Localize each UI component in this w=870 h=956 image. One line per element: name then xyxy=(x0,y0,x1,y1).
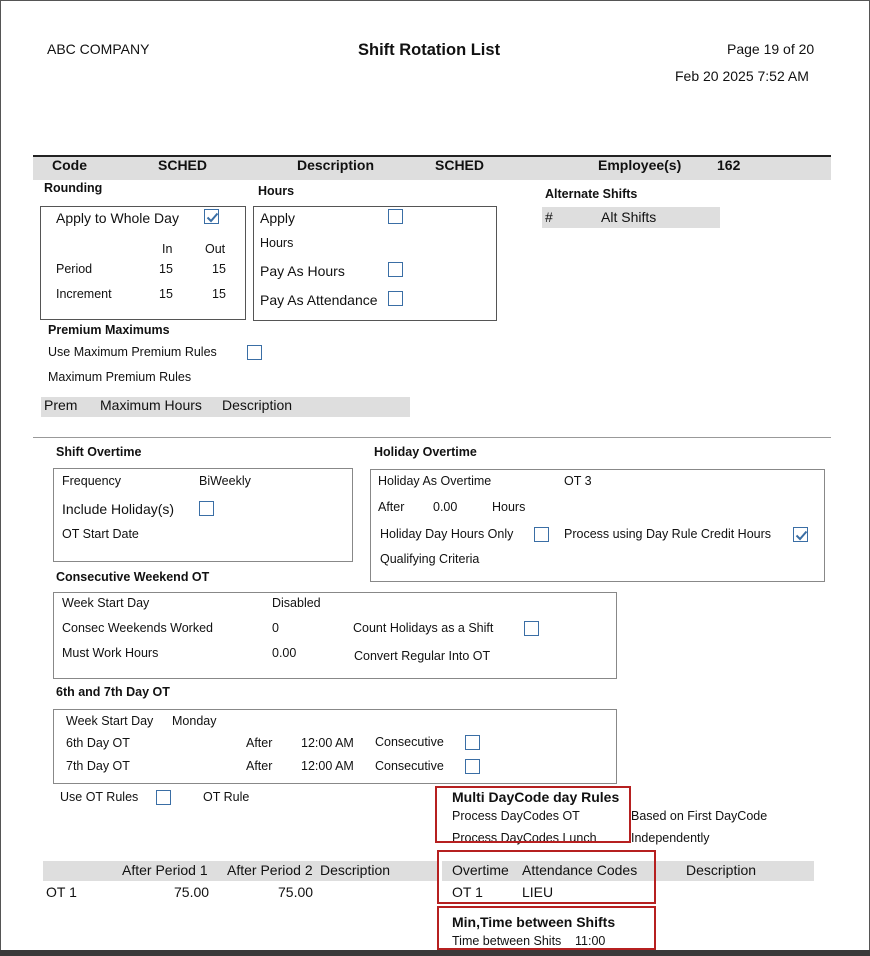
sixth-day-consec-label: Consecutive xyxy=(375,735,444,749)
use-ot-rules-label: Use OT Rules xyxy=(60,790,139,804)
seventh-day-after: After xyxy=(246,759,273,773)
time-between-label: Time between Shits xyxy=(452,934,562,948)
holiday-after-label: After xyxy=(378,500,405,514)
must-work-hours-label: Must Work Hours xyxy=(62,646,159,660)
consec-weekends-worked-label: Consec Weekends Worked xyxy=(62,621,214,635)
time-between-value: 11:00 xyxy=(575,934,606,948)
seventh-day-label: 7th Day OT xyxy=(66,759,130,773)
use-ot-rules-checkbox[interactable] xyxy=(156,790,171,805)
ss-week-start-value: Monday xyxy=(172,714,217,728)
increment-out: 15 xyxy=(212,287,226,301)
code-bar xyxy=(33,157,831,180)
employees-label: Employee(s) xyxy=(598,157,682,173)
convert-regular-label: Convert Regular Into OT xyxy=(354,649,491,663)
multi-daycode-title: Multi DayCode day Rules xyxy=(452,789,620,805)
seventh-day-consec-label: Consecutive xyxy=(375,759,444,773)
attendance-desc-col: Description xyxy=(686,862,757,878)
frequency-value: BiWeekly xyxy=(199,474,251,488)
holiday-hours-label: Hours xyxy=(492,500,526,514)
window-bottom-bar xyxy=(0,950,870,956)
premium-desc-col: Description xyxy=(222,397,293,413)
code-value: SCHED xyxy=(158,157,208,173)
apply-label: Apply xyxy=(260,210,296,226)
apply-checkbox[interactable] xyxy=(388,209,403,224)
sixth-day-after: After xyxy=(246,736,273,750)
apply-whole-day-label: Apply to Whole Day xyxy=(56,210,179,226)
alt-shifts-col: Alt Shifts xyxy=(601,209,657,225)
attendance-codes-col: Attendance Codes xyxy=(522,862,638,878)
process-credit-hours-checkbox[interactable] xyxy=(793,527,808,542)
code-label: Code xyxy=(52,157,87,173)
multi-daycode-highlight xyxy=(435,786,631,843)
qualifying-criteria-label: Qualifying Criteria xyxy=(380,552,480,566)
ss-week-start-label: Week Start Day xyxy=(66,714,154,728)
consec-weekend-title: Consecutive Weekend OT xyxy=(56,570,210,584)
cw-week-start-value: Disabled xyxy=(272,596,321,610)
holiday-as-ot-label: Holiday As Overtime xyxy=(378,474,492,488)
process-daycodes-lunch-label: Process DayCodes Lunch xyxy=(452,831,597,845)
hours-sub-label: Hours xyxy=(260,236,294,250)
ot-desc-col: Description xyxy=(320,862,391,878)
holiday-as-ot-value: OT 3 xyxy=(564,474,592,488)
ot-start-date-label: OT Start Date xyxy=(62,527,139,541)
pay-as-hours-checkbox[interactable] xyxy=(388,262,403,277)
consec-weekends-worked-value: 0 xyxy=(272,621,279,635)
sixth-seventh-title: 6th and 7th Day OT xyxy=(56,685,170,699)
shift-ot-title: Shift Overtime xyxy=(56,445,142,459)
overtime-col: Overtime xyxy=(452,862,509,878)
alt-shifts-num-col: # xyxy=(545,209,553,225)
process-daycodes-ot-label: Process DayCodes OT xyxy=(452,809,580,823)
ot-row-name: OT 1 xyxy=(46,884,77,900)
pay-as-attendance-checkbox[interactable] xyxy=(388,291,403,306)
seventh-day-consec-checkbox[interactable] xyxy=(465,759,480,774)
description-label: Description xyxy=(297,157,375,173)
premium-title: Premium Maximums xyxy=(48,323,170,337)
holiday-day-hours-only-checkbox[interactable] xyxy=(534,527,549,542)
prem-col: Prem xyxy=(44,397,78,413)
process-daycodes-ot-value: Based on First DayCode xyxy=(631,809,768,823)
attendance-row-codes: LIEU xyxy=(522,884,554,900)
in-col-label: In xyxy=(162,242,173,256)
include-holidays-checkbox[interactable] xyxy=(199,501,214,516)
apply-whole-day-checkbox[interactable] xyxy=(204,209,219,224)
holiday-day-hours-only-label: Holiday Day Hours Only xyxy=(380,527,514,541)
sixth-day-time: 12:00 AM xyxy=(301,736,354,750)
increment-in: 15 xyxy=(159,287,173,301)
rounding-title: Rounding xyxy=(44,181,103,195)
period-out: 15 xyxy=(212,262,226,276)
pay-as-attendance-label: Pay As Attendance xyxy=(260,292,378,308)
ot-rule-label: OT Rule xyxy=(203,790,250,804)
process-daycodes-lunch-value: Independently xyxy=(631,831,710,845)
period-in: 15 xyxy=(159,262,173,276)
must-work-hours-value: 0.00 xyxy=(272,646,297,660)
company-name: ABC COMPANY xyxy=(47,41,150,57)
description-value: SCHED xyxy=(435,157,485,173)
ot-row-p1: 75.00 xyxy=(174,884,210,900)
section-divider xyxy=(33,437,831,438)
seventh-day-time: 12:00 AM xyxy=(301,759,354,773)
attendance-row-overtime: OT 1 xyxy=(452,884,483,900)
count-holidays-label: Count Holidays as a Shift xyxy=(353,621,494,635)
max-premium-rules-label: Maximum Premium Rules xyxy=(48,370,192,384)
ot-row-p2: 75.00 xyxy=(278,884,314,900)
sixth-day-label: 6th Day OT xyxy=(66,736,130,750)
include-holidays-label: Include Holiday(s) xyxy=(62,501,175,517)
max-hours-col: Maximum Hours xyxy=(100,397,202,413)
cw-week-start-label: Week Start Day xyxy=(62,596,150,610)
hours-title: Hours xyxy=(258,184,295,198)
increment-label: Increment xyxy=(56,287,112,301)
sixth-day-consec-checkbox[interactable] xyxy=(465,735,480,750)
min-time-title: Min,Time between Shifts xyxy=(452,914,616,930)
report-datetime: Feb 20 2025 7:52 AM xyxy=(675,68,809,84)
alt-shifts-title: Alternate Shifts xyxy=(545,187,638,201)
after-period1-col: After Period 1 xyxy=(122,862,208,878)
attendance-highlight xyxy=(437,850,656,904)
report-title: Shift Rotation List xyxy=(358,41,501,59)
page-number: Page 19 of 20 xyxy=(727,41,815,57)
count-holidays-checkbox[interactable] xyxy=(524,621,539,636)
min-time-highlight xyxy=(437,906,656,950)
employees-value: 162 xyxy=(717,157,741,173)
pay-as-hours-label: Pay As Hours xyxy=(260,263,345,279)
period-label: Period xyxy=(56,262,93,276)
holiday-after-value: 0.00 xyxy=(433,500,458,514)
process-credit-hours-label: Process using Day Rule Credit Hours xyxy=(564,527,772,541)
out-col-label: Out xyxy=(205,242,226,256)
after-period2-col: After Period 2 xyxy=(227,862,313,878)
holiday-ot-title: Holiday Overtime xyxy=(374,445,477,459)
frequency-label: Frequency xyxy=(62,474,122,488)
use-max-premium-checkbox[interactable] xyxy=(247,345,262,360)
use-max-premium-label: Use Maximum Premium Rules xyxy=(48,345,217,359)
